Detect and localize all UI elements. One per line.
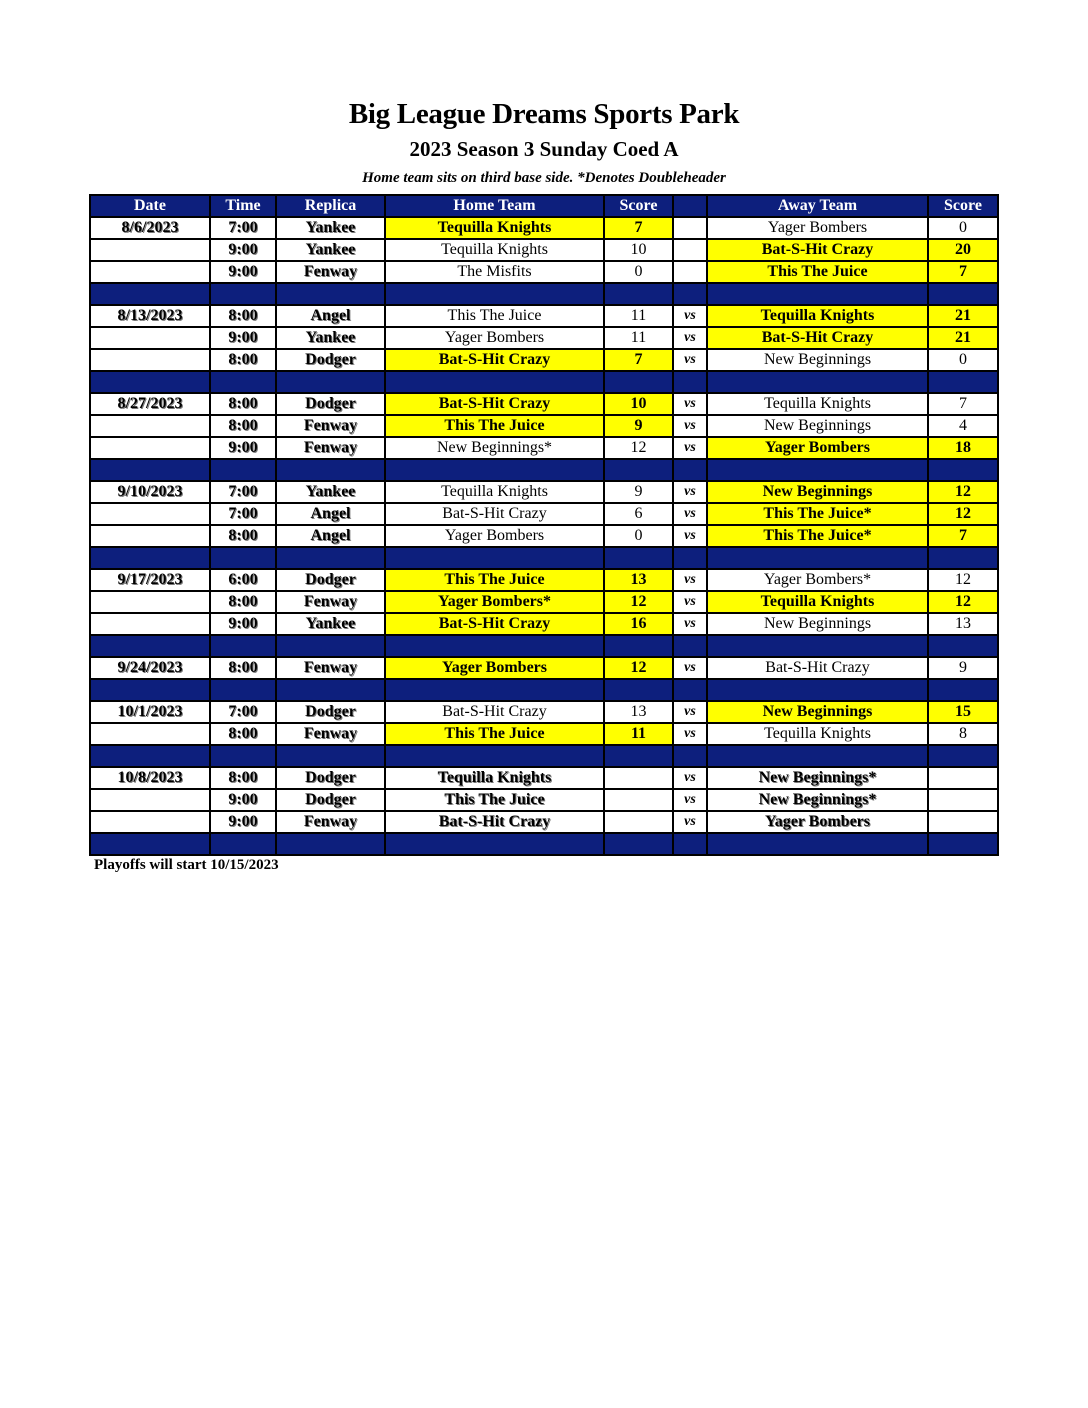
separator-cell — [90, 833, 210, 855]
separator-cell — [928, 679, 998, 701]
separator-cell — [928, 371, 998, 393]
away-score: 13 — [928, 613, 998, 635]
away-team: Tequilla Knights — [707, 393, 928, 415]
game-time: 8:00 — [210, 657, 276, 679]
separator-cell — [604, 679, 673, 701]
game-date: 9/10/2023 — [90, 481, 210, 503]
away-team: New Beginnings — [707, 481, 928, 503]
home-team: This The Juice — [385, 723, 604, 745]
separator-cell — [604, 371, 673, 393]
home-score: 10 — [604, 239, 673, 261]
home-score: 9 — [604, 481, 673, 503]
home-team: Bat-S-Hit Crazy — [385, 393, 604, 415]
separator-cell — [604, 635, 673, 657]
game-date — [90, 349, 210, 371]
away-score: 8 — [928, 723, 998, 745]
separator-cell — [707, 635, 928, 657]
game-field: Dodger — [276, 393, 385, 415]
away-team: New Beginnings — [707, 613, 928, 635]
home-team: Bat-S-Hit Crazy — [385, 503, 604, 525]
game-time: 8:00 — [210, 305, 276, 327]
home-score: 9 — [604, 415, 673, 437]
game-date — [90, 261, 210, 283]
separator-cell — [673, 679, 707, 701]
separator-cell — [604, 547, 673, 569]
home-team: The Misfits — [385, 261, 604, 283]
home-team: This The Juice — [385, 789, 604, 811]
home-score: 16 — [604, 613, 673, 635]
vs-label: vs — [673, 767, 707, 789]
header-home-team: Home Team — [385, 195, 604, 217]
game-time: 9:00 — [210, 327, 276, 349]
separator-cell — [276, 635, 385, 657]
separator-cell — [90, 371, 210, 393]
game-time: 8:00 — [210, 591, 276, 613]
separator-cell — [673, 635, 707, 657]
separator-cell — [385, 459, 604, 481]
vs-label: vs — [673, 349, 707, 371]
away-score: 7 — [928, 393, 998, 415]
away-team: Bat-S-Hit Crazy — [707, 239, 928, 261]
separator-cell — [707, 459, 928, 481]
header-away-team: Away Team — [707, 195, 928, 217]
game-field: Dodger — [276, 569, 385, 591]
vs-label: vs — [673, 503, 707, 525]
separator-cell — [707, 547, 928, 569]
home-score: 12 — [604, 591, 673, 613]
separator-cell — [90, 679, 210, 701]
home-team: Tequilla Knights — [385, 239, 604, 261]
game-field: Fenway — [276, 591, 385, 613]
away-score: 12 — [928, 503, 998, 525]
separator-cell — [707, 745, 928, 767]
separator-cell — [604, 833, 673, 855]
game-time: 9:00 — [210, 261, 276, 283]
home-team: Bat-S-Hit Crazy — [385, 349, 604, 371]
game-date — [90, 789, 210, 811]
away-team: This The Juice — [707, 261, 928, 283]
vs-label — [673, 239, 707, 261]
header-time: Time — [210, 195, 276, 217]
game-time: 8:00 — [210, 415, 276, 437]
week-separator-row — [90, 679, 998, 701]
vs-label: vs — [673, 613, 707, 635]
separator-cell — [210, 459, 276, 481]
game-date — [90, 613, 210, 635]
home-team: New Beginnings* — [385, 437, 604, 459]
away-team: Tequilla Knights — [707, 723, 928, 745]
separator-cell — [928, 745, 998, 767]
separator-cell — [276, 459, 385, 481]
separator-cell — [210, 635, 276, 657]
game-field: Dodger — [276, 767, 385, 789]
away-team: New Beginnings* — [707, 789, 928, 811]
separator-cell — [673, 833, 707, 855]
home-score: 0 — [604, 261, 673, 283]
away-score: 21 — [928, 327, 998, 349]
game-time: 8:00 — [210, 723, 276, 745]
header-away-score: Score — [928, 195, 998, 217]
header-date: Date — [90, 195, 210, 217]
vs-label: vs — [673, 789, 707, 811]
separator-cell — [90, 283, 210, 305]
separator-cell — [673, 745, 707, 767]
separator-cell — [604, 283, 673, 305]
home-team: Yager Bombers — [385, 327, 604, 349]
table-row — [90, 789, 998, 811]
home-team: This The Juice — [385, 569, 604, 591]
game-field: Dodger — [276, 701, 385, 723]
away-team: Yager Bombers — [707, 217, 928, 239]
home-score — [604, 789, 673, 811]
home-team: Yager Bombers — [385, 657, 604, 679]
separator-cell — [90, 635, 210, 657]
home-team: Tequilla Knights — [385, 217, 604, 239]
away-team: Bat-S-Hit Crazy — [707, 657, 928, 679]
separator-cell — [673, 547, 707, 569]
home-score: 13 — [604, 701, 673, 723]
game-date — [90, 723, 210, 745]
away-score: 20 — [928, 239, 998, 261]
vs-label: vs — [673, 525, 707, 547]
playoffs-note: Playoffs will start 10/15/2023 — [94, 857, 279, 873]
separator-cell — [707, 283, 928, 305]
game-time: 7:00 — [210, 481, 276, 503]
separator-cell — [707, 371, 928, 393]
separator-cell — [210, 833, 276, 855]
away-team: New Beginnings — [707, 349, 928, 371]
home-score: 12 — [604, 437, 673, 459]
separator-cell — [385, 635, 604, 657]
away-score: 0 — [928, 217, 998, 239]
game-field: Fenway — [276, 723, 385, 745]
header-vs — [673, 195, 707, 217]
away-score — [928, 789, 998, 811]
separator-cell — [276, 679, 385, 701]
away-score: 0 — [928, 349, 998, 371]
table-row — [90, 569, 998, 591]
game-date — [90, 811, 210, 833]
away-team: New Beginnings* — [707, 767, 928, 789]
away-score: 12 — [928, 569, 998, 591]
separator-cell — [210, 745, 276, 767]
separator-cell — [276, 371, 385, 393]
game-time: 9:00 — [210, 789, 276, 811]
separator-cell — [707, 833, 928, 855]
game-field: Fenway — [276, 657, 385, 679]
away-team: Yager Bombers — [707, 811, 928, 833]
game-date: 9/17/2023 — [90, 569, 210, 591]
game-field: Yankee — [276, 217, 385, 239]
home-score: 11 — [604, 327, 673, 349]
separator-cell — [210, 679, 276, 701]
separator-cell — [276, 745, 385, 767]
vs-label — [673, 261, 707, 283]
schedule-table — [89, 194, 999, 856]
away-team: Yager Bombers — [707, 437, 928, 459]
table-row — [90, 657, 998, 679]
game-field: Angel — [276, 305, 385, 327]
game-date: 8/6/2023 — [90, 217, 210, 239]
game-date — [90, 239, 210, 261]
separator-cell — [385, 547, 604, 569]
game-time: 9:00 — [210, 613, 276, 635]
table-row — [90, 591, 998, 613]
separator-cell — [673, 459, 707, 481]
table-row — [90, 525, 998, 547]
game-field: Fenway — [276, 261, 385, 283]
game-field: Angel — [276, 503, 385, 525]
game-field: Yankee — [276, 613, 385, 635]
away-team: New Beginnings — [707, 701, 928, 723]
game-field: Fenway — [276, 437, 385, 459]
separator-cell — [276, 833, 385, 855]
separator-cell — [385, 679, 604, 701]
schedule-body — [90, 217, 998, 855]
game-date: 9/24/2023 — [90, 657, 210, 679]
vs-label: vs — [673, 657, 707, 679]
page-title: Big League Dreams Sports Park — [348, 98, 740, 130]
home-team: Yager Bombers* — [385, 591, 604, 613]
home-score — [604, 767, 673, 789]
separator-cell — [928, 635, 998, 657]
separator-cell — [673, 371, 707, 393]
home-team: Bat-S-Hit Crazy — [385, 811, 604, 833]
week-separator-row — [90, 745, 998, 767]
separator-cell — [928, 833, 998, 855]
game-field: Yankee — [276, 239, 385, 261]
vs-label: vs — [673, 811, 707, 833]
away-score: 18 — [928, 437, 998, 459]
away-team: Tequilla Knights — [707, 305, 928, 327]
vs-label: vs — [673, 701, 707, 723]
table-row — [90, 327, 998, 349]
home-team: Tequilla Knights — [385, 481, 604, 503]
away-score: 12 — [928, 481, 998, 503]
week-separator-row — [90, 283, 998, 305]
home-score: 11 — [604, 723, 673, 745]
game-date — [90, 415, 210, 437]
game-date: 8/13/2023 — [90, 305, 210, 327]
week-separator-row — [90, 547, 998, 569]
home-score: 10 — [604, 393, 673, 415]
game-date — [90, 591, 210, 613]
separator-cell — [385, 283, 604, 305]
week-separator-row — [90, 635, 998, 657]
schedule-note: Home team sits on third base side. *Denotes Doubleheader — [362, 170, 726, 186]
separator-cell — [385, 833, 604, 855]
away-score: 4 — [928, 415, 998, 437]
separator-cell — [928, 283, 998, 305]
away-score — [928, 767, 998, 789]
separator-cell — [210, 547, 276, 569]
separator-cell — [673, 283, 707, 305]
away-score: 7 — [928, 261, 998, 283]
separator-cell — [385, 745, 604, 767]
table-row — [90, 723, 998, 745]
vs-label: vs — [673, 393, 707, 415]
separator-cell — [90, 745, 210, 767]
separator-cell — [604, 745, 673, 767]
game-date: 10/8/2023 — [90, 767, 210, 789]
game-date — [90, 503, 210, 525]
table-row — [90, 305, 998, 327]
game-date — [90, 437, 210, 459]
home-team: Tequilla Knights — [385, 767, 604, 789]
table-row — [90, 217, 998, 239]
table-header-row — [90, 195, 998, 217]
game-time: 7:00 — [210, 701, 276, 723]
game-field: Fenway — [276, 415, 385, 437]
week-separator-row — [90, 459, 998, 481]
home-score: 6 — [604, 503, 673, 525]
game-field: Angel — [276, 525, 385, 547]
table-row — [90, 481, 998, 503]
table-row — [90, 349, 998, 371]
away-team: Bat-S-Hit Crazy — [707, 327, 928, 349]
away-score: 9 — [928, 657, 998, 679]
vs-label: vs — [673, 327, 707, 349]
table-row — [90, 415, 998, 437]
separator-cell — [928, 547, 998, 569]
vs-label: vs — [673, 305, 707, 327]
table-row — [90, 503, 998, 525]
home-score: 11 — [604, 305, 673, 327]
header-replica: Replica — [276, 195, 385, 217]
game-date — [90, 525, 210, 547]
game-time: 8:00 — [210, 525, 276, 547]
home-score — [604, 811, 673, 833]
page-subtitle: 2023 Season 3 Sunday Coed A — [409, 137, 679, 161]
home-score: 13 — [604, 569, 673, 591]
away-score: 15 — [928, 701, 998, 723]
away-team: This The Juice* — [707, 525, 928, 547]
game-field: Fenway — [276, 811, 385, 833]
separator-cell — [276, 283, 385, 305]
game-field: Yankee — [276, 327, 385, 349]
vs-label: vs — [673, 591, 707, 613]
away-team: Tequilla Knights — [707, 591, 928, 613]
game-date: 8/27/2023 — [90, 393, 210, 415]
separator-cell — [707, 679, 928, 701]
table-row — [90, 613, 998, 635]
game-time: 8:00 — [210, 767, 276, 789]
vs-label: vs — [673, 437, 707, 459]
table-row — [90, 393, 998, 415]
table-row — [90, 811, 998, 833]
separator-cell — [210, 283, 276, 305]
vs-label: vs — [673, 481, 707, 503]
separator-cell — [928, 459, 998, 481]
table-row — [90, 701, 998, 723]
home-team: Yager Bombers — [385, 525, 604, 547]
game-field: Dodger — [276, 789, 385, 811]
game-time: 7:00 — [210, 217, 276, 239]
away-team: New Beginnings — [707, 415, 928, 437]
game-date: 10/1/2023 — [90, 701, 210, 723]
separator-cell — [90, 547, 210, 569]
home-score: 12 — [604, 657, 673, 679]
home-score: 0 — [604, 525, 673, 547]
vs-label: vs — [673, 569, 707, 591]
separator-cell — [385, 371, 604, 393]
home-score: 7 — [604, 217, 673, 239]
game-time: 8:00 — [210, 349, 276, 371]
game-time: 8:00 — [210, 393, 276, 415]
home-score: 7 — [604, 349, 673, 371]
table-row — [90, 261, 998, 283]
separator-cell — [276, 547, 385, 569]
away-score: 21 — [928, 305, 998, 327]
vs-label: vs — [673, 723, 707, 745]
game-time: 7:00 — [210, 503, 276, 525]
away-score — [928, 811, 998, 833]
week-separator-row — [90, 371, 998, 393]
away-team: This The Juice* — [707, 503, 928, 525]
home-team: This The Juice — [385, 305, 604, 327]
table-row — [90, 767, 998, 789]
away-score: 12 — [928, 591, 998, 613]
away-team: Yager Bombers* — [707, 569, 928, 591]
separator-cell — [90, 459, 210, 481]
game-date — [90, 327, 210, 349]
home-team: This The Juice — [385, 415, 604, 437]
game-time: 9:00 — [210, 811, 276, 833]
away-score: 7 — [928, 525, 998, 547]
week-separator-row — [90, 833, 998, 855]
header-home-score: Score — [604, 195, 673, 217]
vs-label — [673, 217, 707, 239]
table-row — [90, 437, 998, 459]
game-time: 9:00 — [210, 437, 276, 459]
game-time: 6:00 — [210, 569, 276, 591]
separator-cell — [604, 459, 673, 481]
game-time: 9:00 — [210, 239, 276, 261]
table-row — [90, 239, 998, 261]
separator-cell — [210, 371, 276, 393]
vs-label: vs — [673, 415, 707, 437]
game-field: Dodger — [276, 349, 385, 371]
game-field: Yankee — [276, 481, 385, 503]
home-team: Bat-S-Hit Crazy — [385, 701, 604, 723]
home-team: Bat-S-Hit Crazy — [385, 613, 604, 635]
